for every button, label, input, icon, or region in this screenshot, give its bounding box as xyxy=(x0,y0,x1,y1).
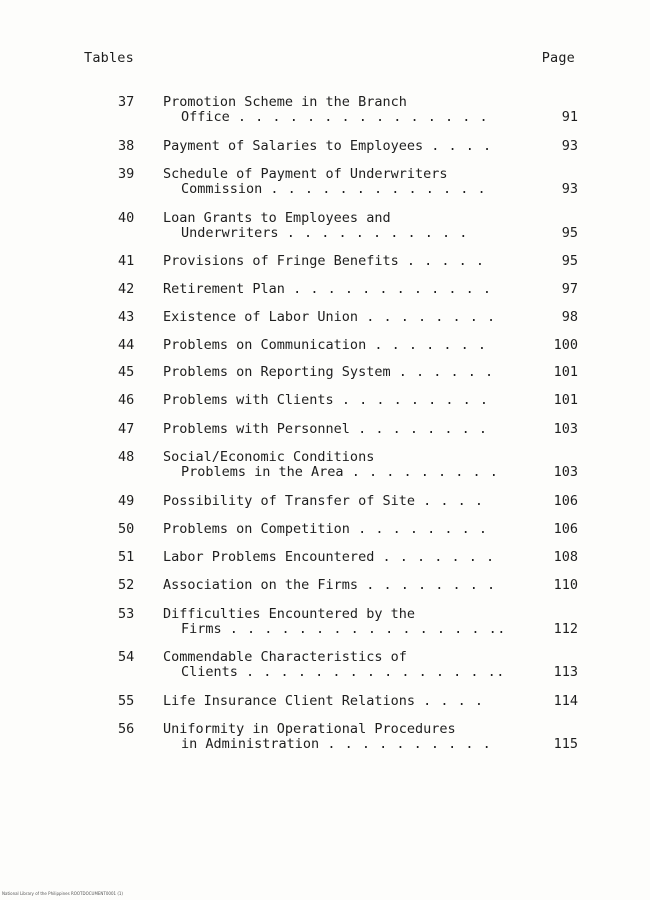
leader-dots: . . . . . . . xyxy=(382,549,495,565)
footer-stamp: National Library of the Philippines ROOTDOCUMENT0001 (1) xyxy=(2,891,123,896)
table-title xyxy=(163,254,533,269)
table-number: 40 xyxy=(118,210,135,226)
table-number: 51 xyxy=(118,549,135,565)
table-title xyxy=(163,310,533,325)
title-line-2: Clients xyxy=(181,664,238,680)
table-number: 53 xyxy=(118,606,135,622)
table-number: 43 xyxy=(118,309,135,325)
table-number: 55 xyxy=(118,693,135,709)
leader-dots: . . . . . . . . . . . . . . .. xyxy=(246,664,505,680)
page-number: 106 xyxy=(553,493,578,509)
leader-dots: . . . . . . . xyxy=(374,337,487,353)
table-number: 37 xyxy=(118,94,135,110)
title-line-1: Commendable Characteristics of xyxy=(163,649,407,665)
title-line-1: Problems on Reporting System xyxy=(163,364,391,380)
page-number: 91 xyxy=(561,109,578,125)
page-number: 115 xyxy=(553,736,578,752)
leader-dots: . . . . . . . . . . . . xyxy=(293,281,492,297)
page-number: 113 xyxy=(553,664,578,680)
leader-dots: . . . . xyxy=(423,493,484,509)
title-line-1: Possibility of Transfer of Site xyxy=(163,493,415,509)
leader-dots: . . . . . . . . . . . . . . . xyxy=(237,109,489,125)
table-number: 38 xyxy=(118,138,135,154)
page-number: 110 xyxy=(553,577,578,593)
table-title xyxy=(163,694,533,709)
table-number: 46 xyxy=(118,392,135,408)
title-line-1: Difficulties Encountered by the xyxy=(163,606,415,622)
title-line-2: Problems in the Area xyxy=(181,464,344,480)
title-line-1: Provisions of Fringe Benefits xyxy=(163,253,399,269)
title-line-1: Problems with Personnel xyxy=(163,421,350,437)
page-number: 95 xyxy=(561,253,578,269)
title-line-1: Problems with Clients xyxy=(163,392,334,408)
table-title xyxy=(163,650,533,680)
table-title xyxy=(163,722,533,752)
table-title xyxy=(163,550,533,565)
page-number: 97 xyxy=(561,281,578,297)
title-line-1: Problems on Communication xyxy=(163,337,367,353)
table-title xyxy=(163,167,533,197)
page-number: 103 xyxy=(553,421,578,437)
table-title xyxy=(163,578,533,593)
table-number: 56 xyxy=(118,721,135,737)
leader-dots: . . . . . . . . . . . xyxy=(286,225,468,241)
page-number: 93 xyxy=(561,181,578,197)
page-number: 98 xyxy=(561,309,578,325)
table-number: 54 xyxy=(118,649,135,665)
page-number: 100 xyxy=(553,337,578,353)
title-line-1: Payment of Salaries to Employees xyxy=(163,138,424,154)
leader-dots: . . . . . . . . . . . . . . . .. xyxy=(229,621,506,637)
page-number: 95 xyxy=(561,225,578,241)
table-title xyxy=(163,139,533,154)
page-number: 106 xyxy=(553,521,578,537)
page-number: 101 xyxy=(553,364,578,380)
title-line-2: Underwriters xyxy=(181,225,279,241)
leader-dots: . . . . . . . . . . . . . xyxy=(270,181,487,197)
table-number: 49 xyxy=(118,493,135,509)
leader-dots: . . . . . . . . xyxy=(358,521,488,537)
title-line-2: Firms xyxy=(181,621,222,637)
table-title xyxy=(163,365,533,380)
leader-dots: . . . . . . xyxy=(398,364,494,380)
table-number: 41 xyxy=(118,253,135,269)
title-line-1: Existence of Labor Union xyxy=(163,309,359,325)
table-number: 39 xyxy=(118,166,135,182)
title-line-1: Problems on Competition xyxy=(163,521,350,537)
tables-heading: Tables xyxy=(84,50,134,66)
page-number: 108 xyxy=(553,549,578,565)
page-heading: Page xyxy=(541,50,575,66)
table-number: 48 xyxy=(118,449,135,465)
title-line-1: Association on the Firms xyxy=(163,577,359,593)
leader-dots: . . . . . . . . xyxy=(358,421,488,437)
title-line-1: Life Insurance Client Relations xyxy=(163,693,415,709)
leader-dots: . . . . . xyxy=(406,253,485,269)
table-title xyxy=(163,607,533,637)
title-line-2: in Administration xyxy=(181,736,320,752)
page-number: 112 xyxy=(553,621,578,637)
title-line-2: Commission xyxy=(181,181,263,197)
table-title xyxy=(163,393,533,408)
title-line-1: Schedule of Payment of Underwriters xyxy=(163,166,448,182)
title-line-2: Office xyxy=(181,109,230,125)
title-line-1: Uniformity in Operational Procedures xyxy=(163,721,456,737)
table-title xyxy=(163,522,533,537)
table-number: 52 xyxy=(118,577,135,593)
leader-dots: . . . . xyxy=(423,693,484,709)
table-title xyxy=(163,450,533,480)
table-number: 50 xyxy=(118,521,135,537)
page-number: 103 xyxy=(553,464,578,480)
leader-dots: . . . . . . . . . xyxy=(351,464,499,480)
leader-dots: . . . . . . . . . . xyxy=(327,736,492,752)
title-line-1: Labor Problems Encountered xyxy=(163,549,375,565)
table-title xyxy=(163,494,533,509)
page-number: 114 xyxy=(553,693,578,709)
table-title xyxy=(163,282,533,297)
leader-dots: . . . . xyxy=(431,138,492,154)
table-number: 42 xyxy=(118,281,135,297)
page-number: 101 xyxy=(553,392,578,408)
table-title xyxy=(163,338,533,353)
table-number: 47 xyxy=(118,421,135,437)
page-number: 93 xyxy=(561,138,578,154)
leader-dots: . . . . . . . . . xyxy=(341,392,489,408)
table-title xyxy=(163,95,533,125)
title-line-1: Loan Grants to Employees and xyxy=(163,210,391,226)
table-title xyxy=(163,211,533,241)
leader-dots: . . . . . . . . xyxy=(366,309,496,325)
title-line-1: Promotion Scheme in the Branch xyxy=(163,94,407,110)
table-number: 44 xyxy=(118,337,135,353)
table-number: 45 xyxy=(118,364,135,380)
leader-dots: . . . . . . . . xyxy=(366,577,496,593)
table-title xyxy=(163,422,533,437)
title-line-1: Retirement Plan xyxy=(163,281,285,297)
title-line-1: Social/Economic Conditions xyxy=(163,449,375,465)
